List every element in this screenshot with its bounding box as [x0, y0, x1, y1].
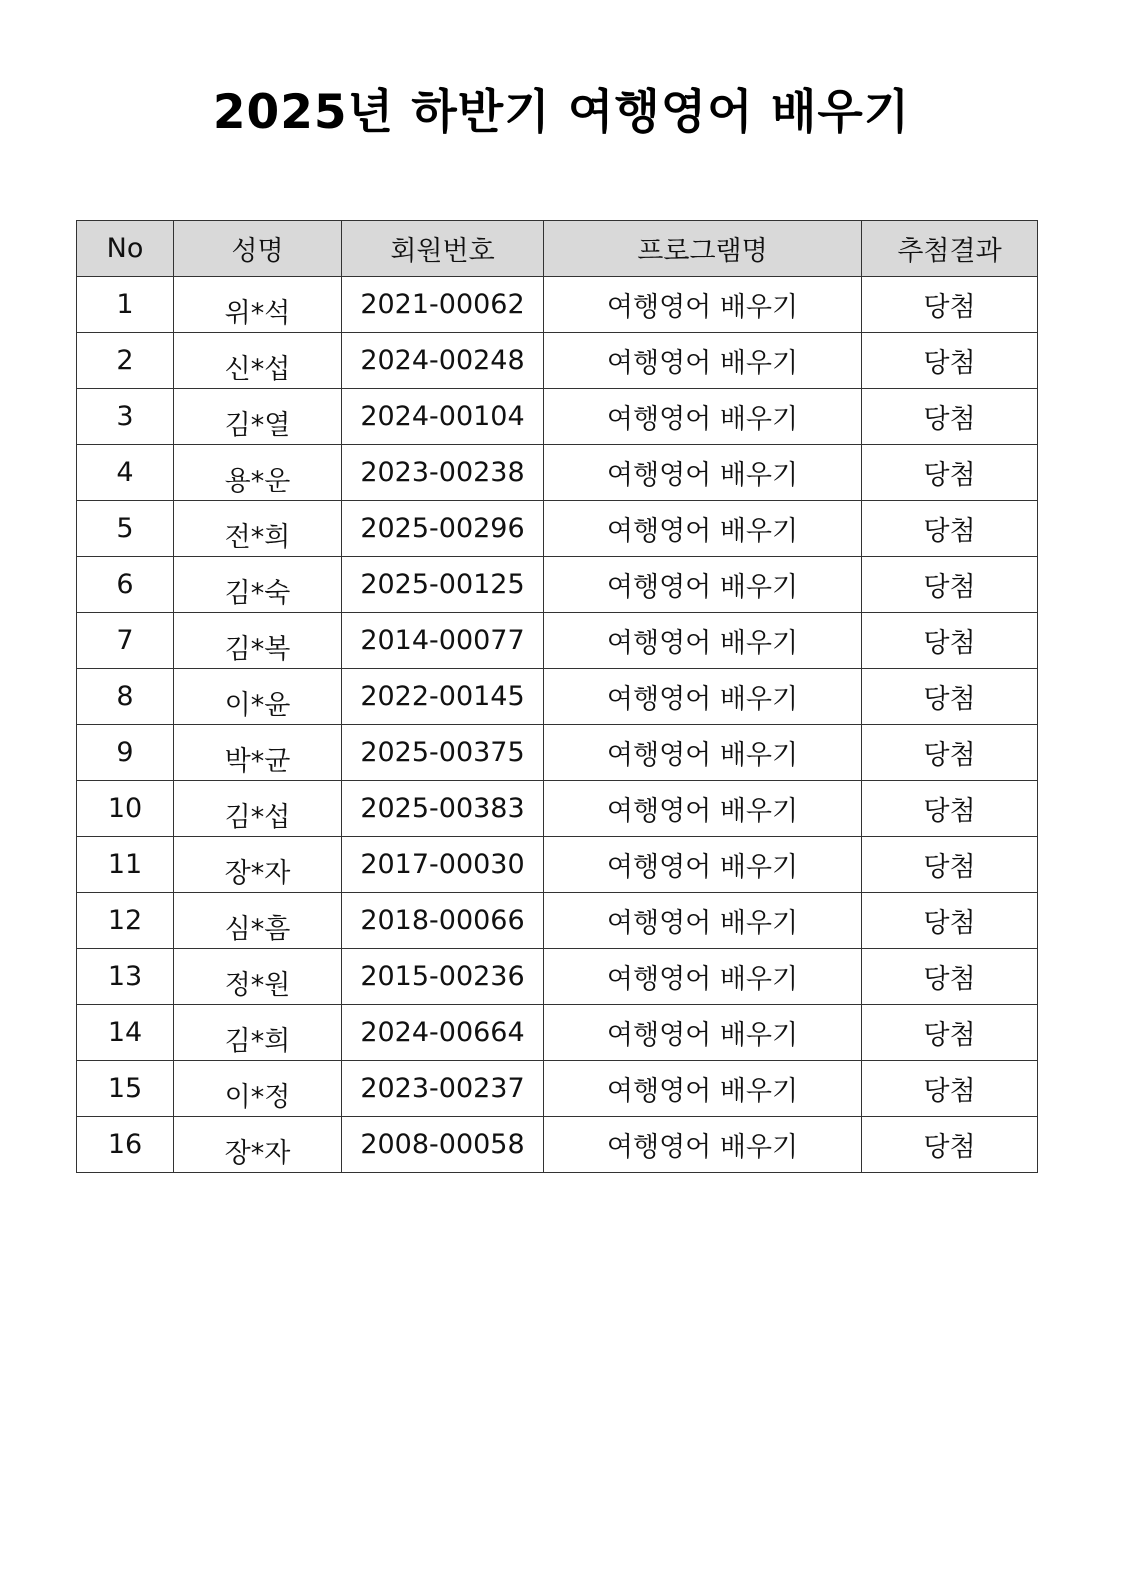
cell-no: 3 [77, 389, 174, 445]
cell-result: 당첨 [862, 389, 1038, 445]
cell-member-id: 2008-00058 [342, 1117, 544, 1173]
name-text: 용*운 [224, 466, 291, 497]
cell-program: 여행영어 배우기 [544, 1061, 862, 1117]
cell-name [174, 725, 342, 781]
table-header [77, 221, 1038, 277]
cell-program: 여행영어 배우기 [544, 837, 862, 893]
table-row [77, 277, 1038, 333]
table-row [77, 501, 1038, 557]
cell-no: 5 [77, 501, 174, 557]
cell-program: 여행영어 배우기 [544, 1005, 862, 1061]
name-text: 박*균 [224, 746, 291, 777]
table-row [77, 333, 1038, 389]
lottery-result-table [76, 220, 1038, 1173]
cell-no: 1 [77, 277, 174, 333]
name-text: 정*원 [224, 970, 291, 1001]
cell-member-id: 2021-00062 [342, 277, 544, 333]
cell-name [174, 1005, 342, 1061]
cell-program: 여행영어 배우기 [544, 613, 862, 669]
name-text: 이*정 [224, 1082, 291, 1113]
table-row [77, 949, 1038, 1005]
cell-result: 당첨 [862, 613, 1038, 669]
cell-no: 13 [77, 949, 174, 1005]
table-row [77, 557, 1038, 613]
cell-no: 10 [77, 781, 174, 837]
cell-name [174, 613, 342, 669]
table-row [77, 781, 1038, 837]
cell-member-id: 2014-00077 [342, 613, 544, 669]
table-row [77, 725, 1038, 781]
cell-member-id: 2025-00125 [342, 557, 544, 613]
cell-result: 당첨 [862, 837, 1038, 893]
cell-result: 당첨 [862, 277, 1038, 333]
cell-name [174, 1061, 342, 1117]
page-title: 2025년 하반기 여행영어 배우기 [212, 85, 911, 140]
name-text: 위*석 [224, 298, 291, 329]
table-row [77, 445, 1038, 501]
header-program: 프로그램명 [544, 221, 862, 277]
cell-no: 15 [77, 1061, 174, 1117]
cell-program: 여행영어 배우기 [544, 277, 862, 333]
table-body [77, 277, 1038, 1173]
cell-member-id: 2023-00237 [342, 1061, 544, 1117]
cell-name [174, 557, 342, 613]
cell-member-id: 2024-00248 [342, 333, 544, 389]
table-row [77, 389, 1038, 445]
cell-member-id: 2025-00375 [342, 725, 544, 781]
cell-program: 여행영어 배우기 [544, 1117, 862, 1173]
header-row [77, 221, 1038, 277]
cell-result: 당첨 [862, 1117, 1038, 1173]
cell-program: 여행영어 배우기 [544, 669, 862, 725]
cell-name [174, 389, 342, 445]
table-row [77, 893, 1038, 949]
header-name: 성명 [174, 221, 342, 277]
cell-no: 9 [77, 725, 174, 781]
cell-result: 당첨 [862, 893, 1038, 949]
cell-result: 당첨 [862, 725, 1038, 781]
cell-program: 여행영어 배우기 [544, 445, 862, 501]
cell-result: 당첨 [862, 333, 1038, 389]
cell-no: 6 [77, 557, 174, 613]
table-row [77, 613, 1038, 669]
cell-member-id: 2025-00383 [342, 781, 544, 837]
cell-member-id: 2024-00104 [342, 389, 544, 445]
name-text: 김*복 [224, 634, 291, 665]
cell-name [174, 333, 342, 389]
cell-no: 16 [77, 1117, 174, 1173]
cell-result: 당첨 [862, 1061, 1038, 1117]
name-text: 신*섭 [224, 354, 291, 385]
cell-result: 당첨 [862, 445, 1038, 501]
cell-program: 여행영어 배우기 [544, 501, 862, 557]
cell-member-id: 2018-00066 [342, 893, 544, 949]
name-text: 전*희 [224, 522, 291, 553]
cell-member-id: 2025-00296 [342, 501, 544, 557]
table-row [77, 1117, 1038, 1173]
header-member-id: 회원번호 [342, 221, 544, 277]
cell-name [174, 893, 342, 949]
cell-name [174, 781, 342, 837]
header-result: 추첨결과 [862, 221, 1038, 277]
table-row [77, 1005, 1038, 1061]
cell-result: 당첨 [862, 557, 1038, 613]
cell-program: 여행영어 배우기 [544, 725, 862, 781]
cell-name [174, 501, 342, 557]
cell-no: 7 [77, 613, 174, 669]
cell-member-id: 2022-00145 [342, 669, 544, 725]
cell-result: 당첨 [862, 1005, 1038, 1061]
cell-program: 여행영어 배우기 [544, 893, 862, 949]
name-text: 김*열 [224, 410, 291, 441]
table-row [77, 1061, 1038, 1117]
table-row [77, 837, 1038, 893]
name-text: 이*윤 [224, 690, 291, 721]
cell-no: 4 [77, 445, 174, 501]
cell-name [174, 669, 342, 725]
name-text: 장*자 [224, 1138, 291, 1169]
cell-member-id: 2024-00664 [342, 1005, 544, 1061]
cell-name [174, 949, 342, 1005]
cell-name [174, 445, 342, 501]
cell-program: 여행영어 배우기 [544, 333, 862, 389]
cell-name [174, 837, 342, 893]
cell-result: 당첨 [862, 949, 1038, 1005]
cell-no: 2 [77, 333, 174, 389]
cell-program: 여행영어 배우기 [544, 949, 862, 1005]
cell-name [174, 1117, 342, 1173]
cell-member-id: 2017-00030 [342, 837, 544, 893]
cell-member-id: 2023-00238 [342, 445, 544, 501]
name-text: 장*자 [224, 858, 291, 889]
name-text: 김*숙 [224, 578, 291, 609]
cell-result: 당첨 [862, 669, 1038, 725]
cell-program: 여행영어 배우기 [544, 557, 862, 613]
name-text: 김*희 [224, 1026, 291, 1057]
cell-no: 8 [77, 669, 174, 725]
cell-result: 당첨 [862, 781, 1038, 837]
table-row [77, 669, 1038, 725]
cell-program: 여행영어 배우기 [544, 389, 862, 445]
cell-program: 여행영어 배우기 [544, 781, 862, 837]
cell-no: 11 [77, 837, 174, 893]
cell-result: 당첨 [862, 501, 1038, 557]
cell-no: 12 [77, 893, 174, 949]
cell-no: 14 [77, 1005, 174, 1061]
header-no: No [77, 221, 174, 277]
cell-name [174, 277, 342, 333]
name-text: 김*섭 [224, 802, 291, 833]
cell-member-id: 2015-00236 [342, 949, 544, 1005]
name-text: 심*흠 [224, 914, 291, 945]
